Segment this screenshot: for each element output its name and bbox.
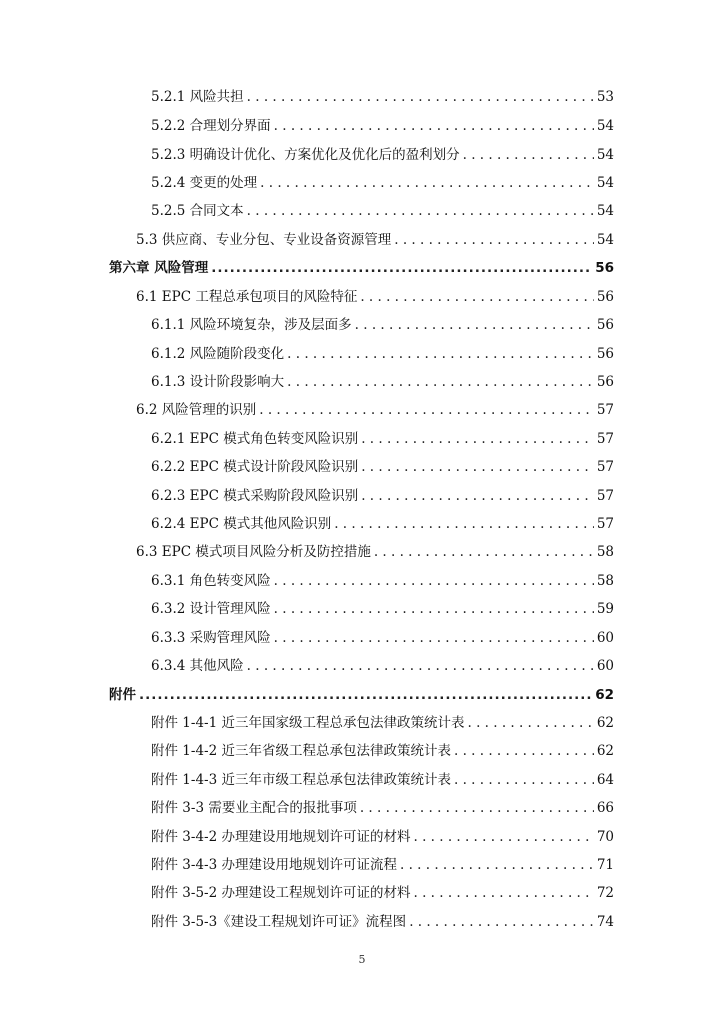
toc-entry[interactable] [136, 401, 614, 419]
toc-entry[interactable] [136, 543, 614, 561]
leader-dots [274, 629, 594, 647]
toc-entry-label: 6.3.4 其他风险 [151, 658, 244, 674]
leader-dots [463, 146, 594, 164]
leader-dots [355, 316, 594, 334]
leader-dots [274, 600, 594, 618]
toc-entry-label: 6.3.1 角色转变风险 [151, 573, 271, 589]
toc-entry-label: 附件 1-4-2 近三年省级工程总承包法律政策统计表 [151, 743, 451, 759]
toc-entry[interactable] [151, 856, 614, 874]
leader-dots [334, 515, 594, 533]
leader-dots [360, 799, 594, 817]
toc-entry-page: 70 [596, 829, 614, 845]
toc-entry-label: 附件 3-3 需要业主配合的报批事项 [151, 800, 357, 816]
leader-dots [260, 174, 594, 192]
toc-entry-page: 64 [596, 772, 614, 788]
toc-entry-page: 54 [596, 203, 614, 219]
leader-dots [467, 714, 593, 732]
toc-entry-page: 59 [596, 601, 614, 617]
toc-entry-page: 57 [596, 459, 614, 475]
leader-dots [247, 88, 594, 106]
toc-entry-label: 6.3 EPC 模式项目风险分析及防控措施 [136, 544, 371, 560]
toc-entry[interactable] [151, 88, 614, 106]
toc-entry-page: 57 [596, 402, 614, 418]
leader-dots [361, 430, 594, 448]
toc-entry[interactable] [151, 771, 614, 789]
toc-entry[interactable] [136, 231, 614, 249]
leader-dots [413, 884, 593, 902]
leader-dots [274, 117, 594, 135]
leader-dots [361, 458, 594, 476]
toc-entry-label: 6.3.2 设计管理风险 [151, 601, 271, 617]
toc-entry-page: 62 [595, 687, 614, 703]
toc-entry-label: 附件 3-4-2 办理建设用地规划许可证的材料 [151, 829, 411, 845]
toc-entry[interactable] [151, 430, 614, 448]
page-number: 5 [358, 953, 366, 966]
toc-entry-label: 6.2 风险管理的识别 [136, 402, 257, 418]
leader-dots [139, 686, 592, 704]
toc-entry-label: 6.2.4 EPC 模式其他风险识别 [151, 516, 332, 532]
toc-entry-label: 6.2.1 EPC 模式角色转变风险识别 [151, 431, 359, 447]
toc-entry-label: 6.2.2 EPC 模式设计阶段风险识别 [151, 459, 359, 475]
toc-entry[interactable] [151, 572, 614, 590]
toc-entry[interactable] [151, 316, 614, 334]
toc-entry-page: 57 [596, 516, 614, 532]
toc-entry[interactable] [151, 742, 614, 760]
toc-entry-label: 5.3 供应商、专业分包、专业设备资源管理 [136, 232, 392, 248]
toc-entry-page: 71 [596, 857, 614, 873]
toc-entry[interactable] [151, 884, 614, 902]
leader-dots [413, 828, 593, 846]
toc-entry-page: 60 [596, 658, 614, 674]
toc-entry[interactable] [151, 714, 614, 732]
toc-entry[interactable] [151, 345, 614, 363]
leader-dots [274, 572, 594, 590]
toc-entry[interactable] [151, 913, 614, 931]
toc-chapter-entry[interactable] [109, 259, 614, 277]
toc-entry-label: 6.2.3 EPC 模式采购阶段风险识别 [151, 488, 359, 504]
toc-entry-label: 5.2.2 合理划分界面 [151, 118, 271, 134]
toc-entry-label: 附件 [109, 687, 136, 703]
toc-entry-page: 74 [596, 914, 614, 930]
toc-entry[interactable] [151, 515, 614, 533]
toc-entry[interactable] [151, 487, 614, 505]
toc-entry-page: 62 [596, 743, 614, 759]
leader-dots [454, 742, 594, 760]
toc-entry-label: 5.2.3 明确设计优化、方案优化及优化后的盈利划分 [151, 147, 460, 163]
toc-entry[interactable] [151, 629, 614, 647]
leader-dots [394, 231, 594, 249]
toc-entry[interactable] [151, 657, 614, 675]
toc-entry-page: 56 [596, 346, 614, 362]
leader-dots [400, 856, 594, 874]
toc-entry-label: 附件 1-4-3 近三年市级工程总承包法律政策统计表 [151, 772, 451, 788]
toc-entry-page: 53 [596, 89, 614, 105]
toc-entry-label: 6.1.3 设计阶段影响大 [151, 374, 285, 390]
toc-entry[interactable] [151, 600, 614, 618]
leader-dots [287, 373, 594, 391]
toc-entry-label: 5.2.4 变更的处理 [151, 175, 258, 191]
toc-entry-page: 58 [596, 544, 614, 560]
toc-entry[interactable] [151, 174, 614, 192]
toc-entry-page: 57 [596, 431, 614, 447]
toc-entry-page: 56 [596, 317, 614, 333]
toc-entry-page: 66 [596, 800, 614, 816]
toc-entry-label: 附件 3-4-3 办理建设用地规划许可证流程 [151, 857, 397, 873]
leader-dots [409, 913, 594, 931]
toc-entry[interactable] [151, 458, 614, 476]
leader-dots [247, 202, 594, 220]
toc-entry[interactable] [151, 146, 614, 164]
leader-dots [360, 288, 593, 306]
toc-entry-label: 附件 1-4-1 近三年国家级工程总承包法律政策统计表 [151, 715, 465, 731]
toc-entry-label: 5.2.1 风险共担 [151, 89, 244, 105]
toc-entry-label: 附件 3-5-3《建设工程规划许可证》流程图 [151, 914, 407, 930]
toc-entry-page: 58 [596, 573, 614, 589]
toc-entry-page: 56 [596, 374, 614, 390]
leader-dots [361, 487, 594, 505]
leader-dots [247, 657, 594, 675]
toc-entry-page: 60 [596, 630, 614, 646]
toc-entry[interactable] [151, 202, 614, 220]
toc-entry-page: 56 [596, 289, 614, 305]
toc-entry[interactable] [151, 828, 614, 846]
toc-entry-label: 第六章 风险管理 [109, 260, 209, 276]
leader-dots [211, 259, 592, 277]
toc-entry[interactable] [151, 373, 614, 391]
toc-entry-page: 56 [595, 260, 614, 276]
leader-dots [259, 401, 594, 419]
leader-dots [454, 771, 594, 789]
toc-entry-page: 62 [596, 715, 614, 731]
toc-entry-page: 72 [596, 885, 614, 901]
toc-entry-label: 6.1 EPC 工程总承包项目的风险特征 [136, 289, 358, 305]
toc-entry-label: 6.3.3 采购管理风险 [151, 630, 271, 646]
toc-entry-page: 57 [596, 488, 614, 504]
toc-entry[interactable] [136, 288, 614, 306]
toc-entry-page: 54 [596, 232, 614, 248]
toc-chapter-entry[interactable] [109, 686, 614, 704]
toc-entry[interactable] [151, 799, 614, 817]
toc-entry-page: 54 [596, 118, 614, 134]
leader-dots [287, 345, 594, 363]
toc-entry-page: 54 [596, 147, 614, 163]
toc-entry[interactable] [151, 117, 614, 135]
toc-entry-label: 6.1.1 风险环境复杂，涉及层面多 [151, 317, 352, 333]
toc-entry-page: 54 [596, 175, 614, 191]
toc-entry-label: 6.1.2 风险随阶段变化 [151, 346, 285, 362]
toc-entry-label: 附件 3-5-2 办理建设工程规划许可证的材料 [151, 885, 411, 901]
leader-dots [374, 543, 594, 561]
toc-entry-label: 5.2.5 合同文本 [151, 203, 244, 219]
